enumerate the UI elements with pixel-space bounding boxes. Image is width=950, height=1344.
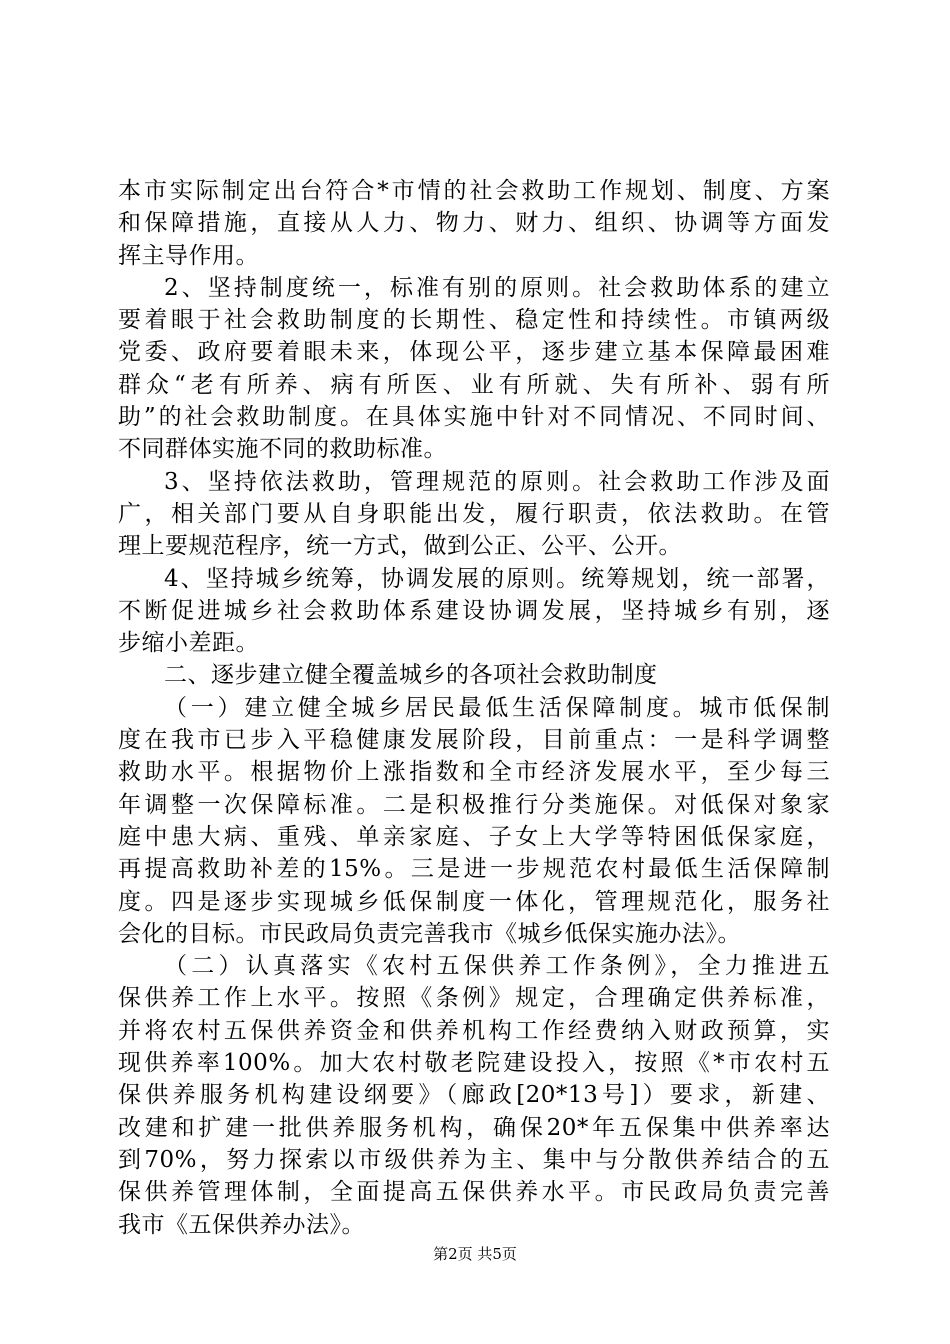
text-line: 理上要规范程序，统一方式，做到公正、公平、公开。 bbox=[118, 533, 682, 560]
text-line: 3、坚持依法救助，管理规范的原则。社会救助工作涉及面 bbox=[164, 468, 830, 495]
text-line: 改建和扩建一批供养服务机构，确保20*年五保集中供养率达 bbox=[118, 1114, 830, 1141]
text-line: 庭中患大病、重残、单亲家庭、子女上大学等特困低保家庭， bbox=[118, 823, 830, 850]
text-line: 度。四是逐步实现城乡低保制度一体化，管理规范化，服务社 bbox=[118, 888, 830, 915]
text-line: 保供养工作上水平。按照《条例》规定，合理确定供养标准， bbox=[118, 985, 830, 1012]
text-line: 度在我市已步入平稳健康发展阶段，目前重点：一是科学调整 bbox=[118, 727, 830, 754]
text-line: 步缩小差距。 bbox=[118, 630, 259, 657]
text-line: 要着眼于社会救助制度的长期性、稳定性和持续性。市镇两级 bbox=[118, 307, 830, 334]
text-line: 年调整一次保障标准。二是积极推行分类施保。对低保对象家 bbox=[118, 791, 830, 818]
text-line: 到70%，努力探索以市级供养为主、集中与分散供养结合的五 bbox=[118, 1146, 830, 1173]
text-line: 并将农村五保供养资金和供养机构工作经费纳入财政预算，实 bbox=[118, 1017, 830, 1044]
text-line: 救助水平。根据物价上涨指数和全市经济发展水平，至少每三 bbox=[118, 759, 830, 786]
document-body bbox=[118, 175, 830, 1241]
text-line: 保供养服务机构建设纲要》（廊政[20*13号]）要求，新建、 bbox=[118, 1082, 830, 1109]
text-line: 保供养管理体制，全面提高五保供养水平。市民政局负责完善 bbox=[118, 1179, 830, 1206]
text-line: 再提高救助补差的15%。三是进一步规范农村最低生活保障制 bbox=[118, 856, 830, 883]
page-footer: 第2页 共5页 bbox=[433, 1245, 517, 1263]
text-line: 会化的目标。市民政局负责完善我市《城乡低保实施办法》。 bbox=[118, 920, 741, 947]
text-line: 不断促进城乡社会救助体系建设协调发展，坚持城乡有别，逐 bbox=[118, 597, 830, 624]
text-line: 2、坚持制度统一，标准有别的原则。社会救助体系的建立 bbox=[164, 274, 830, 301]
text-line: 挥主导作用。 bbox=[118, 242, 259, 269]
text-line: 和保障措施，直接从人力、物力、财力、组织、协调等方面发 bbox=[118, 210, 830, 237]
text-line: 本市实际制定出台符合*市情的社会救助工作规划、制度、方案 bbox=[118, 178, 830, 204]
text-line: 4、坚持城乡统筹，协调发展的原则。统筹规划，统一部署， bbox=[164, 565, 830, 592]
text-line: 助”的社会救助制度。在具体实施中针对不同情况、不同时间、 bbox=[118, 404, 830, 431]
text-line: 广，相关部门要从自身职能出发，履行职责，依法救助。在管 bbox=[118, 500, 830, 527]
text-line: 现供养率100%。加大农村敬老院建设投入，按照《*市农村五 bbox=[118, 1050, 830, 1077]
text-line: （一）建立健全城乡居民最低生活保障制度。城市低保制 bbox=[164, 694, 830, 721]
text-line: 党委、政府要着眼未来，体现公平，逐步建立基本保障最困难 bbox=[118, 339, 830, 366]
text-line: 群众“老有所养、病有所医、业有所就、失有所补、弱有所 bbox=[118, 371, 830, 398]
text-line: （二）认真落实《农村五保供养工作条例》，全力推进五 bbox=[164, 953, 830, 980]
text-line: 二、逐步建立健全覆盖城乡的各项社会救助制度 bbox=[164, 662, 658, 689]
text-line: 我市《五保供养办法》。 bbox=[118, 1211, 365, 1238]
text-line: 不同群体实施不同的救助标准。 bbox=[118, 436, 447, 463]
